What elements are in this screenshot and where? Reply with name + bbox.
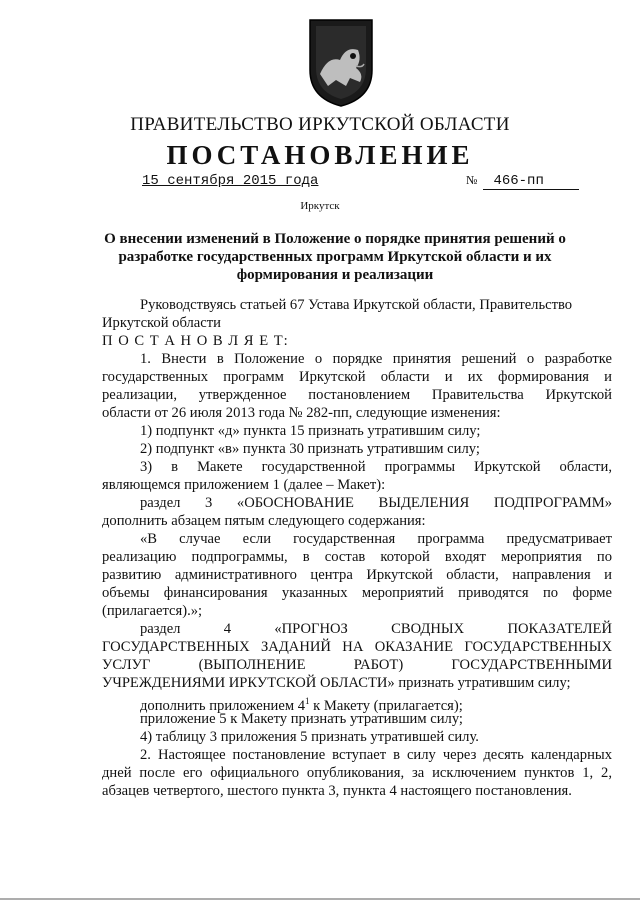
body-line: 2) подпункт «в» пункта 30 признать утратившим силу;	[140, 441, 480, 457]
body-line: дополнить абзацем пятым следующего содержания:	[102, 513, 426, 529]
body-line: (прилагается).»;	[102, 603, 203, 619]
city-name: Иркутск	[300, 200, 340, 212]
coat-of-arms-emblem	[306, 16, 376, 108]
body-line: УЧРЕЖДЕНИЯМИ ИРКУТСКОЙ ОБЛАСТИ» признать утратившим силу;	[102, 675, 571, 691]
body-line: являющемся приложением 1 (далее – Макет):	[102, 477, 386, 493]
body-line: 1) подпункт «д» пункта 15 признать утратившим силу;	[140, 423, 481, 439]
document-heading: О внесении изменений в Положение о порядке принятия решений о разработке государственных программ Иркутской области и их формирования и реализации	[104, 231, 566, 283]
organization-name: ПРАВИТЕЛЬСТВО ИРКУТСКОЙ ОБЛАСТИ	[130, 114, 510, 135]
document-date	[142, 173, 318, 189]
body-line: абзацев четвертого, шестого пункта 3, пункта 4 настоящего постановления.	[102, 783, 572, 799]
document-number	[466, 173, 579, 190]
number-sign-label: №	[466, 173, 478, 187]
body-line: 3) в Макете государственной программы Иркутской области,	[140, 459, 612, 475]
body-line: развитию административного центра Иркутской области, направления и	[102, 567, 612, 583]
document-type-title: ПОСТАНОВЛЕНИЕ	[166, 140, 474, 170]
body-line: УСЛУГ (ВЫПОЛНЕНИЕ РАБОТ) ГОСУДАРСТВЕННЫМИ	[102, 657, 612, 673]
body-line: Руководствуясь статьей 67 Устава Иркутской области, Правительство	[140, 297, 573, 313]
body-line: реализации, утвержденное постановлением Правительства Иркутской	[102, 387, 612, 403]
body-line-text: к Макету (прилагается);	[309, 697, 463, 714]
body-line: приложение 5 к Макету признать утратившим силу;	[140, 711, 463, 727]
body-line: области от 26 июля 2013 года № 282-пп, следующие изменения:	[102, 405, 501, 421]
body-line: «В случае если государственная программа предусматривает	[140, 531, 612, 547]
document-number-value: 466-пп	[483, 173, 579, 190]
scan-edge-divider	[0, 898, 640, 900]
body-line: государственных программ Иркутской области и их формирования и	[102, 369, 612, 385]
body-line: 1. Внести в Положение о порядке принятия решений о разработке	[140, 351, 612, 367]
body-line: 4) таблицу 3 приложения 5 признать утратившей силу.	[140, 729, 479, 745]
body-line-text: дополнить приложением 4	[140, 697, 305, 714]
body-line: дней после его официального опубликования, за исключением пунктов 1, 2,	[102, 765, 612, 781]
body-line: Иркутской области	[102, 315, 221, 331]
superscript-index: 1	[305, 696, 310, 706]
body-line: ГОСУДАРСТВЕННЫХ ЗАДАНИЙ НА ОКАЗАНИЕ ГОСУДАРСТВЕННЫХ	[102, 639, 612, 655]
body-line: реализацию подпрограммы, в состав которой входят мероприятия по	[102, 549, 612, 565]
body-line: раздел 3 «ОБОСНОВАНИЕ ВЫДЕЛЕНИЯ ПОДПРОГРАММ»	[140, 495, 612, 511]
body-line: объемы финансирования указанных мероприятий приводятся по форме	[102, 585, 612, 601]
document-date-value: 15 сентября 2015 года	[142, 173, 319, 189]
body-line: П О С Т А Н О В Л Я Е Т:	[102, 333, 289, 349]
body-line: раздел 4 «ПРОГНОЗ СВОДНЫХ ПОКАЗАТЕЛЕЙ	[140, 621, 612, 637]
body-line: 2. Настоящее постановление вступает в силу через десять календарных	[140, 747, 612, 763]
